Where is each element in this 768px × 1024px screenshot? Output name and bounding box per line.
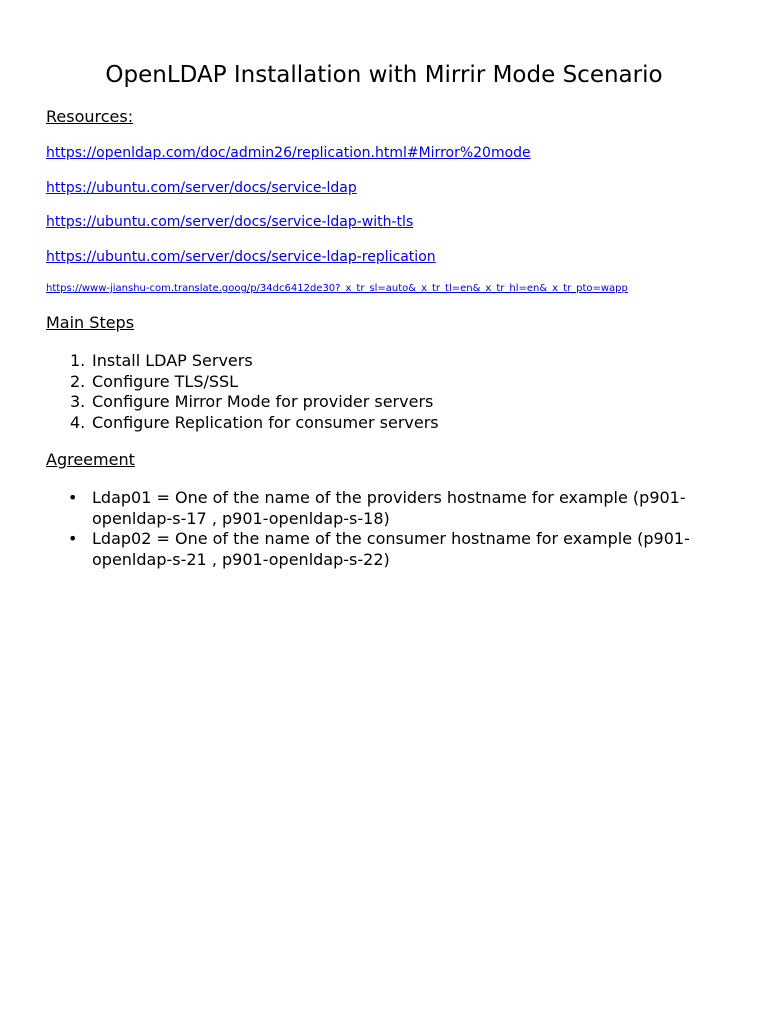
agreement-list xyxy=(46,488,706,570)
bullet-icon: • xyxy=(68,488,78,507)
list-item xyxy=(46,529,706,570)
agreement-text: Ldap02 = One of the name of the consumer hostname for example (p901-openldap-s-21 , p901-openldap-s-22) xyxy=(92,529,690,569)
document-title: OpenLDAP Installation with Mirrir Mode Scenario xyxy=(105,62,663,88)
step-number: 2. xyxy=(70,371,86,391)
list-item xyxy=(46,413,706,434)
step-text: Configure TLS/SSL xyxy=(92,371,239,391)
list-item xyxy=(46,372,706,393)
link-jianshu-translate[interactable]: https://www-jianshu-com.translate.goog/p/34dc6412de30?_x_tr_sl=auto&_x_tr_tl=en&_x_tr_hl=en&_x_tr_pto=wapp xyxy=(46,283,628,294)
link-ubuntu-service-ldap-tls[interactable]: https://ubuntu.com/server/docs/service-ldap-with-tls xyxy=(46,214,414,230)
link-ubuntu-service-ldap[interactable]: https://ubuntu.com/server/docs/service-ldap xyxy=(46,180,357,196)
list-item xyxy=(46,488,706,529)
step-text: Configure Mirror Mode for provider servers xyxy=(92,392,434,411)
link-openldap-replication[interactable]: https://openldap.com/doc/admin26/replication.html#Mirror%20mode xyxy=(46,145,531,161)
agreement-text: Ldap01 = One of the name of the providers hostname for example (p901-openldap-s-17 , p901-openldap-s-18) xyxy=(92,488,686,528)
step-number: 4. xyxy=(70,412,86,432)
list-item xyxy=(46,351,706,372)
main-steps-list xyxy=(46,351,706,433)
resources-heading: Resources: xyxy=(46,107,134,126)
step-number: 3. xyxy=(70,392,86,411)
link-ubuntu-service-ldap-replication[interactable]: https://ubuntu.com/server/docs/service-ldap-replication xyxy=(46,249,436,265)
list-item xyxy=(46,392,706,413)
agreement-heading: Agreement xyxy=(46,450,135,469)
step-number: 1. xyxy=(70,351,86,370)
step-text: Install LDAP Servers xyxy=(92,351,253,370)
step-text: Configure Replication for consumer servers xyxy=(92,412,439,432)
main-steps-heading: Main Steps xyxy=(46,313,135,332)
bullet-icon: • xyxy=(68,529,78,548)
